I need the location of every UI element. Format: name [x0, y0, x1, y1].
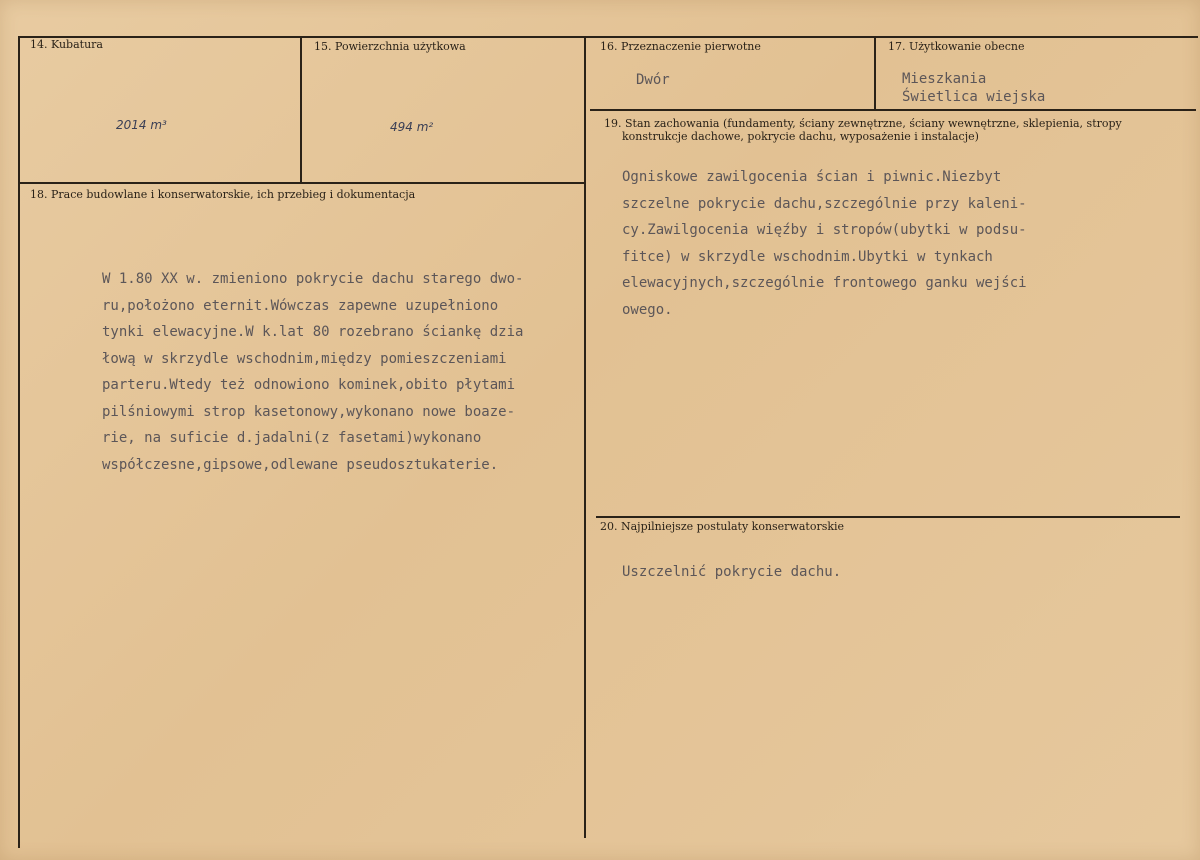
uzytkowanie-line: Świetlica wiejska: [902, 89, 1046, 105]
stan-zachowania-label-line2: konstrukcje dachowe, pokrycie dachu, wyposażenie i instalacje): [622, 130, 979, 143]
divider-14-15: [300, 36, 302, 182]
stan-line: Ogniskowe zawilgocenia ścian i piwnic.Niezbyt: [622, 169, 1002, 185]
stan-zachowania-label-line1: 19. Stan zachowania (fundamenty, ściany zewnętrzne, ściany wewnętrzne, sklepienia, stropy: [604, 117, 1122, 130]
kubatura-value: 2014 m³: [116, 118, 167, 132]
prace-budowlane-label: 18. Prace budowlane i konserwatorskie, ich przebieg i dokumentacja: [30, 188, 416, 201]
stan-zachowania-label: [604, 117, 1122, 130]
prace-line: tynki elewacyjne.W k.lat 80 rozebrano ściankę dzia: [102, 324, 524, 340]
prace-line: pilśniowymi strop kasetonowy,wykonano nowe boaze-: [102, 403, 516, 420]
stan-line: owego.: [622, 301, 673, 318]
uzytkowanie-label: 17. Użytkowanie obecne: [888, 40, 1025, 53]
przeznaczenie-label: 16. Przeznaczenie pierwotne: [600, 40, 761, 53]
stan-zachowania-label-cont: [622, 130, 979, 143]
prace-line: współczesne,gipsowe,odlewane pseudosztukaterie.: [102, 456, 499, 473]
top-border-line: [18, 36, 1198, 38]
kubatura-label: 14. Kubatura: [30, 38, 103, 51]
postulaty-label: 20. Najpilniejsze postulaty konserwatorskie: [600, 520, 845, 533]
main-vertical-divider: [584, 36, 586, 838]
powierzchnia-label: 15. Powierzchnia użytkowa: [314, 40, 466, 53]
postulaty-value: Uszczelnić pokrycie dachu.: [622, 564, 842, 580]
stan-line: elewacyjnych,szczególnie frontowego ganku wejści: [622, 275, 1027, 291]
prace-line: rie, na suficie d.jadalni(z fasetami)wykonano: [102, 430, 482, 446]
prace-line: ru,położono eternit.Wówczas zapewne uzupełniono: [102, 297, 499, 314]
divider-14-18: [18, 182, 586, 184]
divider-19-20: [596, 516, 1180, 518]
przeznaczenie-value: Dwór: [636, 72, 670, 88]
divider-16-19: [590, 109, 1196, 111]
prace-line: parteru.Wtedy też odnowiono kominek,obito płytami: [102, 377, 516, 393]
stan-zachowania-text: [622, 164, 1027, 323]
left-border-line: [18, 36, 20, 848]
uzytkowanie-value: [902, 70, 1045, 106]
prace-budowlane-text: [102, 266, 523, 478]
stan-line: szczelne pokrycie dachu,szczególnie przy kaleni-: [622, 195, 1027, 212]
prace-line: łową w skrzydle wschodnim,między pomieszczeniami: [102, 350, 507, 367]
uzytkowanie-line: Mieszkania: [902, 71, 987, 87]
stan-line: cy.Zawilgocenia więźby i stropów(ubytki w podsu-: [622, 222, 1027, 238]
prace-line: W 1.80 XX w. zmieniono pokrycie dachu starego dwo-: [102, 271, 524, 287]
powierzchnia-value: 494 m²: [390, 120, 434, 134]
stan-line: fitce) w skrzydle wschodnim.Ubytki w tynkach: [622, 248, 993, 265]
divider-16-17: [874, 36, 876, 110]
